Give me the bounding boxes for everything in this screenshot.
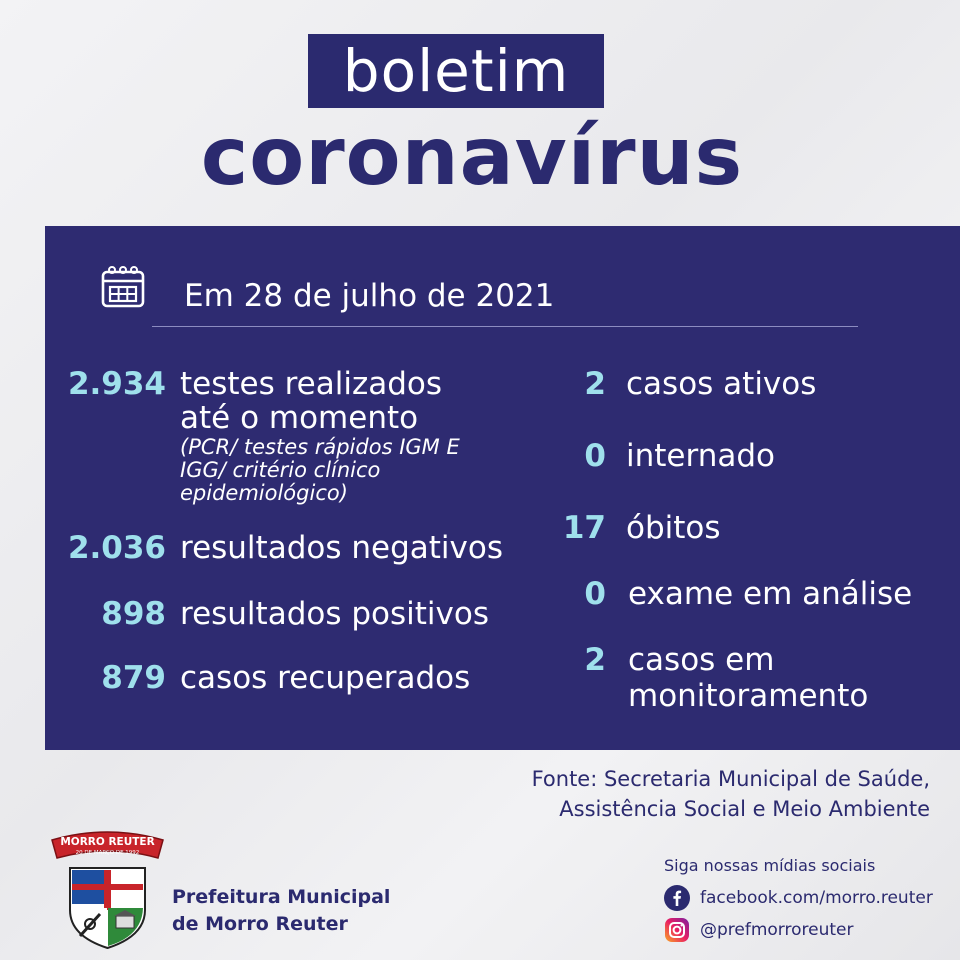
- stat-label: casos ativos: [626, 366, 817, 402]
- stat-value: 898: [101, 596, 166, 632]
- crest-date-text: 20 DE MARÇO DE 1992: [75, 850, 140, 856]
- source-note: Fonte: Secretaria Municipal de Saúde, Assistência Social e Meio Ambiente: [531, 767, 930, 821]
- instagram-handle[interactable]: @prefmorroreuter: [700, 920, 854, 940]
- facebook-handle[interactable]: facebook.com/morro.reuter: [700, 888, 933, 908]
- stat-note: (PCR/ testes rápidos IGM E IGG/ critério clínico epidemiológico): [180, 435, 460, 505]
- stat-label: até o momento: [180, 400, 419, 436]
- stat-label: casos em: [628, 642, 775, 678]
- stat-label: resultados negativos: [180, 530, 503, 566]
- stat-value: 0: [584, 438, 606, 474]
- divider: [152, 326, 858, 327]
- prefeitura-name: Prefeitura Municipal de Morro Reuter: [172, 886, 391, 935]
- municipal-crest-logo: [50, 828, 165, 950]
- stat-label: casos recuperados: [180, 660, 471, 696]
- report-date: Em 28 de julho de 2021: [184, 278, 555, 314]
- facebook-link[interactable]: [664, 884, 933, 912]
- social-heading: Siga nossas mídias sociais: [664, 856, 876, 875]
- stat-label: óbitos: [626, 510, 721, 546]
- stat-label: testes realizados: [180, 366, 443, 402]
- instagram-icon: [664, 917, 690, 943]
- stat-label: monitoramento: [628, 678, 869, 714]
- facebook-icon: [664, 885, 690, 911]
- instagram-link[interactable]: [664, 916, 853, 944]
- page-title: coronavírus: [200, 110, 744, 203]
- stat-value: 879: [101, 660, 166, 696]
- calendar-icon: [100, 264, 146, 310]
- stat-label: exame em análise: [628, 576, 913, 612]
- title-tag: boletim: [308, 34, 604, 108]
- stat-value: 2: [584, 642, 606, 678]
- stat-value: 2.036: [67, 530, 166, 566]
- stat-value: 0: [584, 576, 606, 612]
- stat-value: 17: [562, 510, 606, 546]
- crest-banner-text: MORRO REUTER: [60, 836, 155, 848]
- stat-label: internado: [626, 438, 775, 474]
- stat-value: 2: [584, 366, 606, 402]
- stat-label: resultados positivos: [180, 596, 489, 632]
- stat-value: 2.934: [67, 366, 166, 402]
